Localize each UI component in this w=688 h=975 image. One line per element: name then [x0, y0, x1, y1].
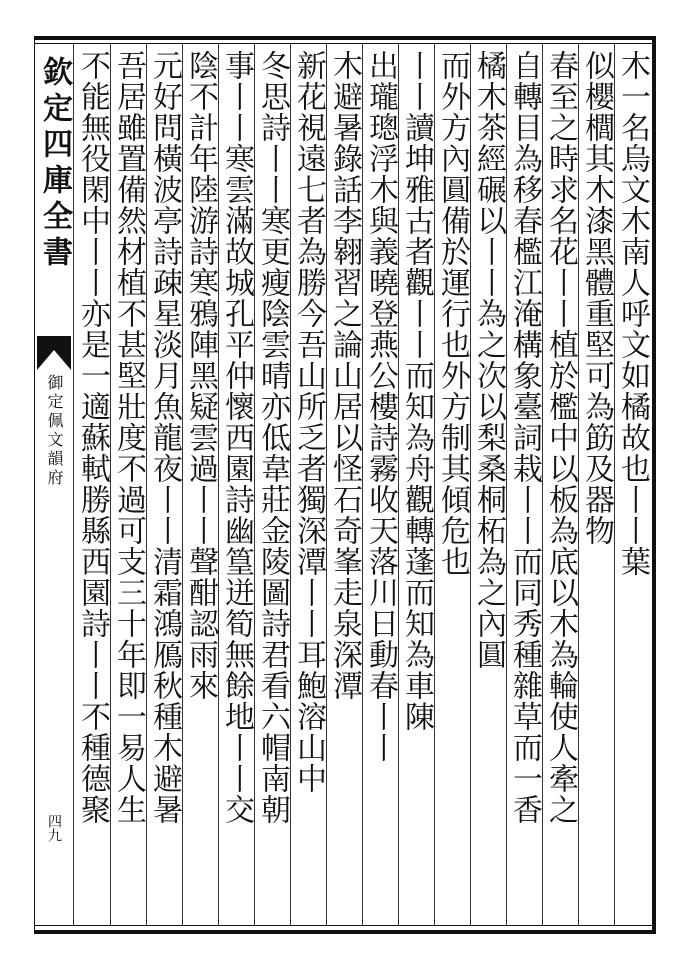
column-text: 木避暑錄話李翱習之論山居以怪石奇峯走泉深潭	[327, 50, 362, 701]
column-text: 木一名烏文木南人呼文如橘故也丨丨葉	[615, 50, 650, 577]
text-column	[110, 44, 146, 925]
column-divider	[326, 44, 327, 925]
column-divider	[434, 44, 435, 925]
book-title: 欽定四庫全書	[37, 56, 72, 272]
text-column	[434, 44, 470, 925]
text-column	[74, 44, 110, 925]
column-text: 似櫻櫚其木漆黑體重堅可為筯及器物	[579, 50, 614, 546]
text-column	[542, 44, 578, 925]
column-text: 元好問橫波亭詩疎星淡月魚龍夜丨丨清霜鴻鴈秋種木避暑	[147, 50, 182, 825]
column-text: 冬思詩丨丨寒更瘦陰雲晴亦低韋莊金陵圖詩君看六帽南朝	[255, 50, 290, 825]
text-column	[182, 44, 218, 925]
column-text: 陰不計年陸游詩寒鴉陣黑疑雲過丨丨聲酣認雨來	[183, 50, 218, 701]
column-divider	[110, 44, 111, 925]
text-column	[506, 44, 542, 925]
column-text: 吾居雖置備然材植不甚堅壯度不過可支三十年即一易人生	[111, 50, 146, 825]
column-divider	[182, 44, 183, 925]
column-text: 春至之時求名花丨丨植於檻中以板為底以木為輪使人牽之	[543, 50, 578, 825]
text-column	[614, 44, 650, 925]
column-divider	[254, 44, 255, 925]
bottom-inner-border	[34, 925, 656, 926]
column-text: 不能無役閑中丨丨亦是一適蘇軾勝縣西園詩丨丨不種德聚	[75, 50, 110, 825]
column-text: 新花視遠七者為勝今吾山所乏者獨深潭丨丨耳鮑溶山中	[291, 50, 326, 794]
right-border	[652, 36, 656, 934]
top-border	[34, 36, 656, 40]
fish-tail-mark-icon	[37, 336, 71, 370]
text-column	[290, 44, 326, 925]
column-divider	[506, 44, 507, 925]
bottom-border	[34, 930, 656, 934]
column-divider	[578, 44, 579, 925]
book-subtitle: 御定佩文韻府	[45, 374, 64, 488]
column-divider	[290, 44, 291, 925]
text-column	[578, 44, 614, 925]
text-column	[218, 44, 254, 925]
column-divider	[542, 44, 543, 925]
text-column	[398, 44, 434, 925]
page-number: 四九	[46, 814, 62, 842]
column-divider	[218, 44, 219, 925]
column-divider	[362, 44, 363, 925]
column-text: 事丨丨寒雲滿故城孔平仲懷西園詩幽篁迸筍無餘地丨丨交	[219, 50, 254, 825]
text-column	[254, 44, 290, 925]
margin-band	[35, 44, 73, 925]
column-text: 自轉目為移春檻江淹構象臺詞栽丨丨而同秀種雜草而一香	[507, 50, 542, 825]
text-column	[362, 44, 398, 925]
text-column	[146, 44, 182, 925]
text-column	[326, 44, 362, 925]
column-text: 出瓏璁浮木與義曉登燕公樓詩霧收天落川日動春丨丨	[363, 50, 398, 763]
column-divider	[398, 44, 399, 925]
column-text: 橘木茶經碾以丨丨為之次以梨桑桐柘為之內圓	[471, 50, 506, 670]
column-text: 丨丨讀坤雅古者觀丨丨而知為舟觀轉蓬而知為車陳	[399, 50, 434, 732]
column-text: 而外方內圓備於運行也外方制其傾危也	[435, 50, 470, 577]
column-divider	[614, 44, 615, 925]
column-divider	[470, 44, 471, 925]
text-column	[470, 44, 506, 925]
column-divider	[146, 44, 147, 925]
